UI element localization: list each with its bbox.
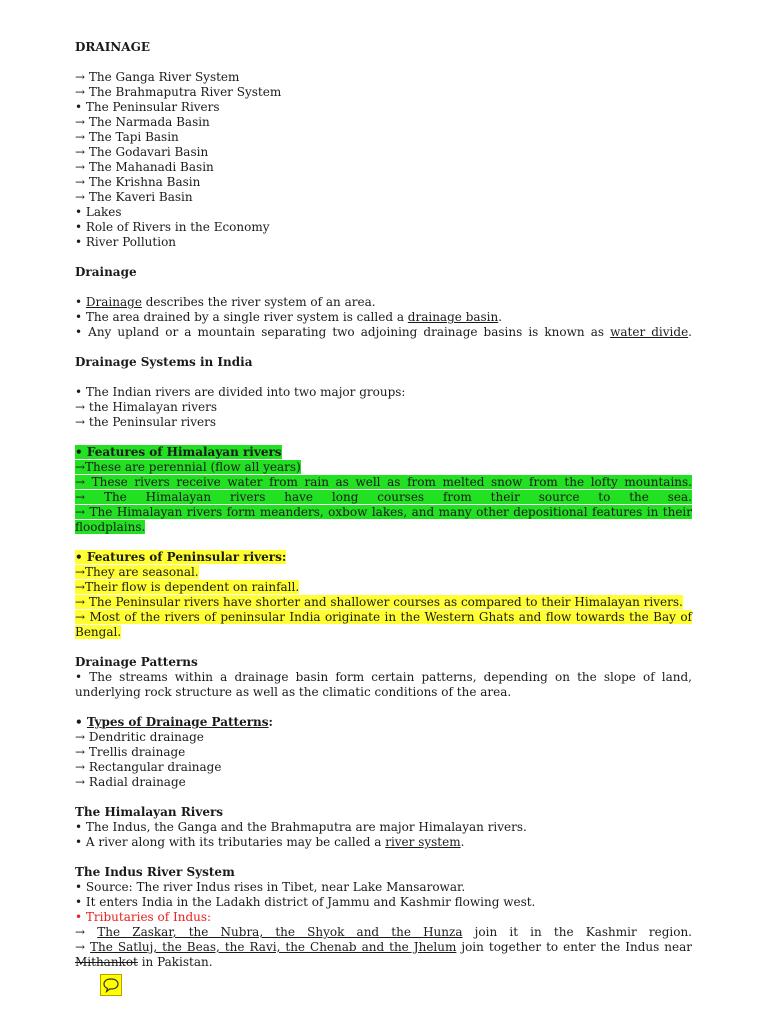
toc-item: • Role of Rivers in the Economy <box>75 220 270 234</box>
indus-line: • Source: The river Indus rises in Tibet, near Lake Mansarowar. <box>75 880 466 894</box>
speech-bubble-icon <box>101 975 121 995</box>
toc-item: • The Peninsular Rivers <box>75 100 220 114</box>
water-divide-definition <box>75 325 692 340</box>
text: • A river along with its tributaries may be called a <box>75 835 386 849</box>
drainage-systems-heading: Drainage Systems in India <box>75 355 253 369</box>
toc-item: • Lakes <box>75 205 122 219</box>
patterns-text: underlying rock structure as well as the climatic conditions of the area. <box>75 685 512 699</box>
pattern-item: → Dendritic drainage <box>75 730 204 744</box>
term-water-divide: water divide <box>610 325 689 339</box>
toc-item: → The Mahanadi Basin <box>75 160 214 174</box>
highlighted-line: → The Himalayan rivers form meanders, oxbow lakes, and many other depositional features in their <box>75 505 692 519</box>
indus-line <box>75 925 692 940</box>
term-drainage-basin: drainage basin <box>407 310 499 324</box>
pattern-item: → Rectangular drainage <box>75 760 222 774</box>
tributaries-label: Tributaries of Indus: <box>85 910 212 924</box>
highlighted-line: → Most of the rivers of peninsular India originate in the Western Ghats and flow towards the Bay of <box>75 610 692 624</box>
indus-heading: The Indus River System <box>75 865 235 879</box>
period: . <box>460 835 465 849</box>
drainage-heading: Drainage <box>75 265 137 279</box>
himalayan-rivers-line <box>75 835 692 850</box>
indus-line <box>75 955 692 970</box>
toc-item: → The Godavari Basin <box>75 145 209 159</box>
toc-item: • River Pollution <box>75 235 177 249</box>
systems-line: • The Indian rivers are divided into two major groups: <box>75 385 406 399</box>
peninsular-features-heading: • Features of Peninsular rivers: <box>75 550 287 564</box>
highlighted-line: →They are seasonal. <box>75 565 199 579</box>
drainage-definition <box>75 295 692 310</box>
peninsular-features-block <box>75 550 692 640</box>
pattern-item: → Trellis drainage <box>75 745 186 759</box>
arrow: → <box>75 940 91 954</box>
highlighted-line: Bengal. <box>75 625 122 639</box>
pattern-item: → Radial drainage <box>75 775 186 789</box>
term-drainage: Drainage <box>85 295 142 309</box>
systems-line: → the Himalayan rivers <box>75 400 217 414</box>
highlighted-line: →Their flow is dependent on rainfall. <box>75 580 300 594</box>
patterns-text: • The streams within a drainage basin form certain patterns, depending on the slope of land, <box>75 670 692 684</box>
period: . <box>498 310 503 324</box>
highlighted-line: → These rivers receive water from rain as well as from melted snow from the lofty mountains. <box>75 475 692 489</box>
bullet: • <box>75 910 86 924</box>
indus-line <box>75 940 692 955</box>
indus-line <box>75 910 692 925</box>
indus-line: • It enters India in the Ladakh district of Jammu and Kashmir flowing west. <box>75 895 536 909</box>
toc-item: → The Brahmaputra River System <box>75 85 282 99</box>
toc-item: → The Narmada Basin <box>75 115 210 129</box>
document-title: DRAINAGE <box>75 40 150 54</box>
himalayan-rivers-line: • The Indus, the Ganga and the Brahmaputra are major Himalayan rivers. <box>75 820 527 834</box>
text: join together to enter the Indus near <box>456 940 692 954</box>
highlighted-line: → The Himalayan rivers have long courses from their source to the sea. <box>75 490 692 504</box>
systems-line: → the Peninsular rivers <box>75 415 217 429</box>
drainage-basin-definition <box>75 310 692 325</box>
definition-text: • The area drained by a single river system is called a <box>75 310 408 324</box>
highlighted-line: floodplains. <box>75 520 146 534</box>
text: in Pakistan. <box>137 955 213 969</box>
toc-item: → The Ganga River System <box>75 70 240 84</box>
toc-item: → The Tapi Basin <box>75 130 179 144</box>
bullet: • <box>75 715 87 729</box>
toc-item: → The Krishna Basin <box>75 175 201 189</box>
types-label: Types of Drainage Patterns <box>86 715 269 729</box>
arrow: → <box>75 925 98 939</box>
himalayan-features-heading: • Features of Himalayan rivers <box>75 445 282 459</box>
highlighted-line: → The Peninsular rivers have shorter and shallower courses as compared to their Himalayan rivers. <box>75 595 683 609</box>
colon: : <box>268 715 273 729</box>
period: . <box>688 325 692 339</box>
definition-text: • Any upland or a mountain separating two adjoining drainage basins is known as <box>75 325 611 339</box>
toc-item: → The Kaveri Basin <box>75 190 193 204</box>
toc-list <box>75 70 692 250</box>
term-river-system: river system <box>385 835 461 849</box>
tributaries-punjab: The Satluj, the Beas, the Ravi, the Chenab and the Jhelum <box>90 940 457 954</box>
drainage-patterns-heading: Drainage Patterns <box>75 655 198 669</box>
definition-text: describes the river system of an area. <box>141 295 376 309</box>
types-heading <box>75 715 692 730</box>
bullet: • <box>75 295 86 309</box>
tributaries-kashmir: The Zaskar, the Nubra, the Shyok and the Hunza <box>97 925 463 939</box>
text: join it in the Kashmir region. <box>462 925 692 939</box>
comment-icon[interactable] <box>100 974 122 996</box>
himalayan-rivers-heading: The Himalayan Rivers <box>75 805 224 819</box>
highlighted-line: →These are perennial (flow all years) <box>75 460 301 474</box>
struck-word: Mithankot <box>75 955 138 969</box>
himalayan-features-block <box>75 445 692 535</box>
